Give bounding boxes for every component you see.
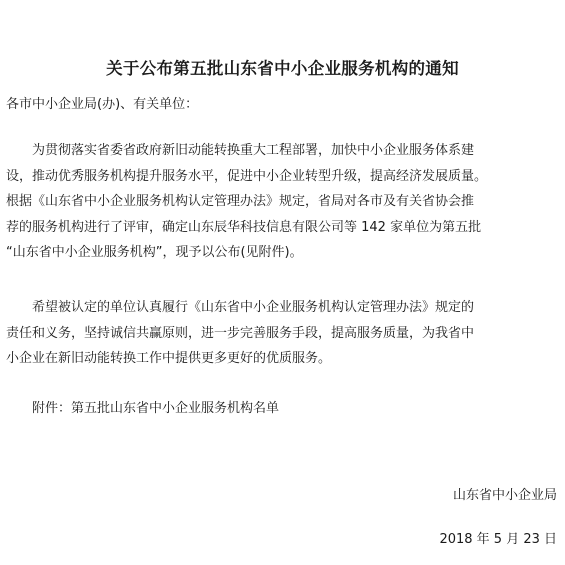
paragraph-1-line: “山东省中小企业服务机构”，现予以公布(见附件)。 [6,245,303,260]
body-paragraph-2 [6,295,562,372]
paragraph-2-line: 小企业在新旧动能转换工作中提供更多更好的优质服务。 [6,351,332,366]
paragraph-2-line: 责任和义务，坚持诚信共赢原则，进一步完善服务手段，提高服务质量，为我省中 [6,325,475,341]
notice-title: 关于公布第五批山东省中小企业服务机构的通知 [106,59,459,78]
paragraph-1-line: 为贯彻落实省委省政府新旧动能转换重大工程部署，加快中小企业服务体系建 [32,143,475,158]
body-paragraph-1 [6,138,562,266]
salutation: 各市中小企业局(办)、有关单位： [6,97,199,112]
attachment-note: 附件：第五批山东省中小企业服务机构名单 [32,401,280,416]
issuer-signature: 山东省中小企业局 [452,488,557,503]
paragraph-1-line: 设，推动优秀服务机构提升服务水平，促进中小企业转型升级，提高经济发展质量。 [6,168,488,184]
paragraph-2-line: 希望被认定的单位认真履行《山东省中小企业服务机构认定管理办法》规定的 [32,300,475,315]
issue-date: 2018 年 5 月 23 日 [439,532,557,547]
paragraph-1-line: 根据《山东省中小企业服务机构认定管理办法》规定，省局对各市及有关省协会推 [6,194,475,209]
paragraph-1-line: 荐的服务机构进行了评审，确定山东辰华科技信息有限公司等 142 家单位为第五批 [6,219,482,235]
